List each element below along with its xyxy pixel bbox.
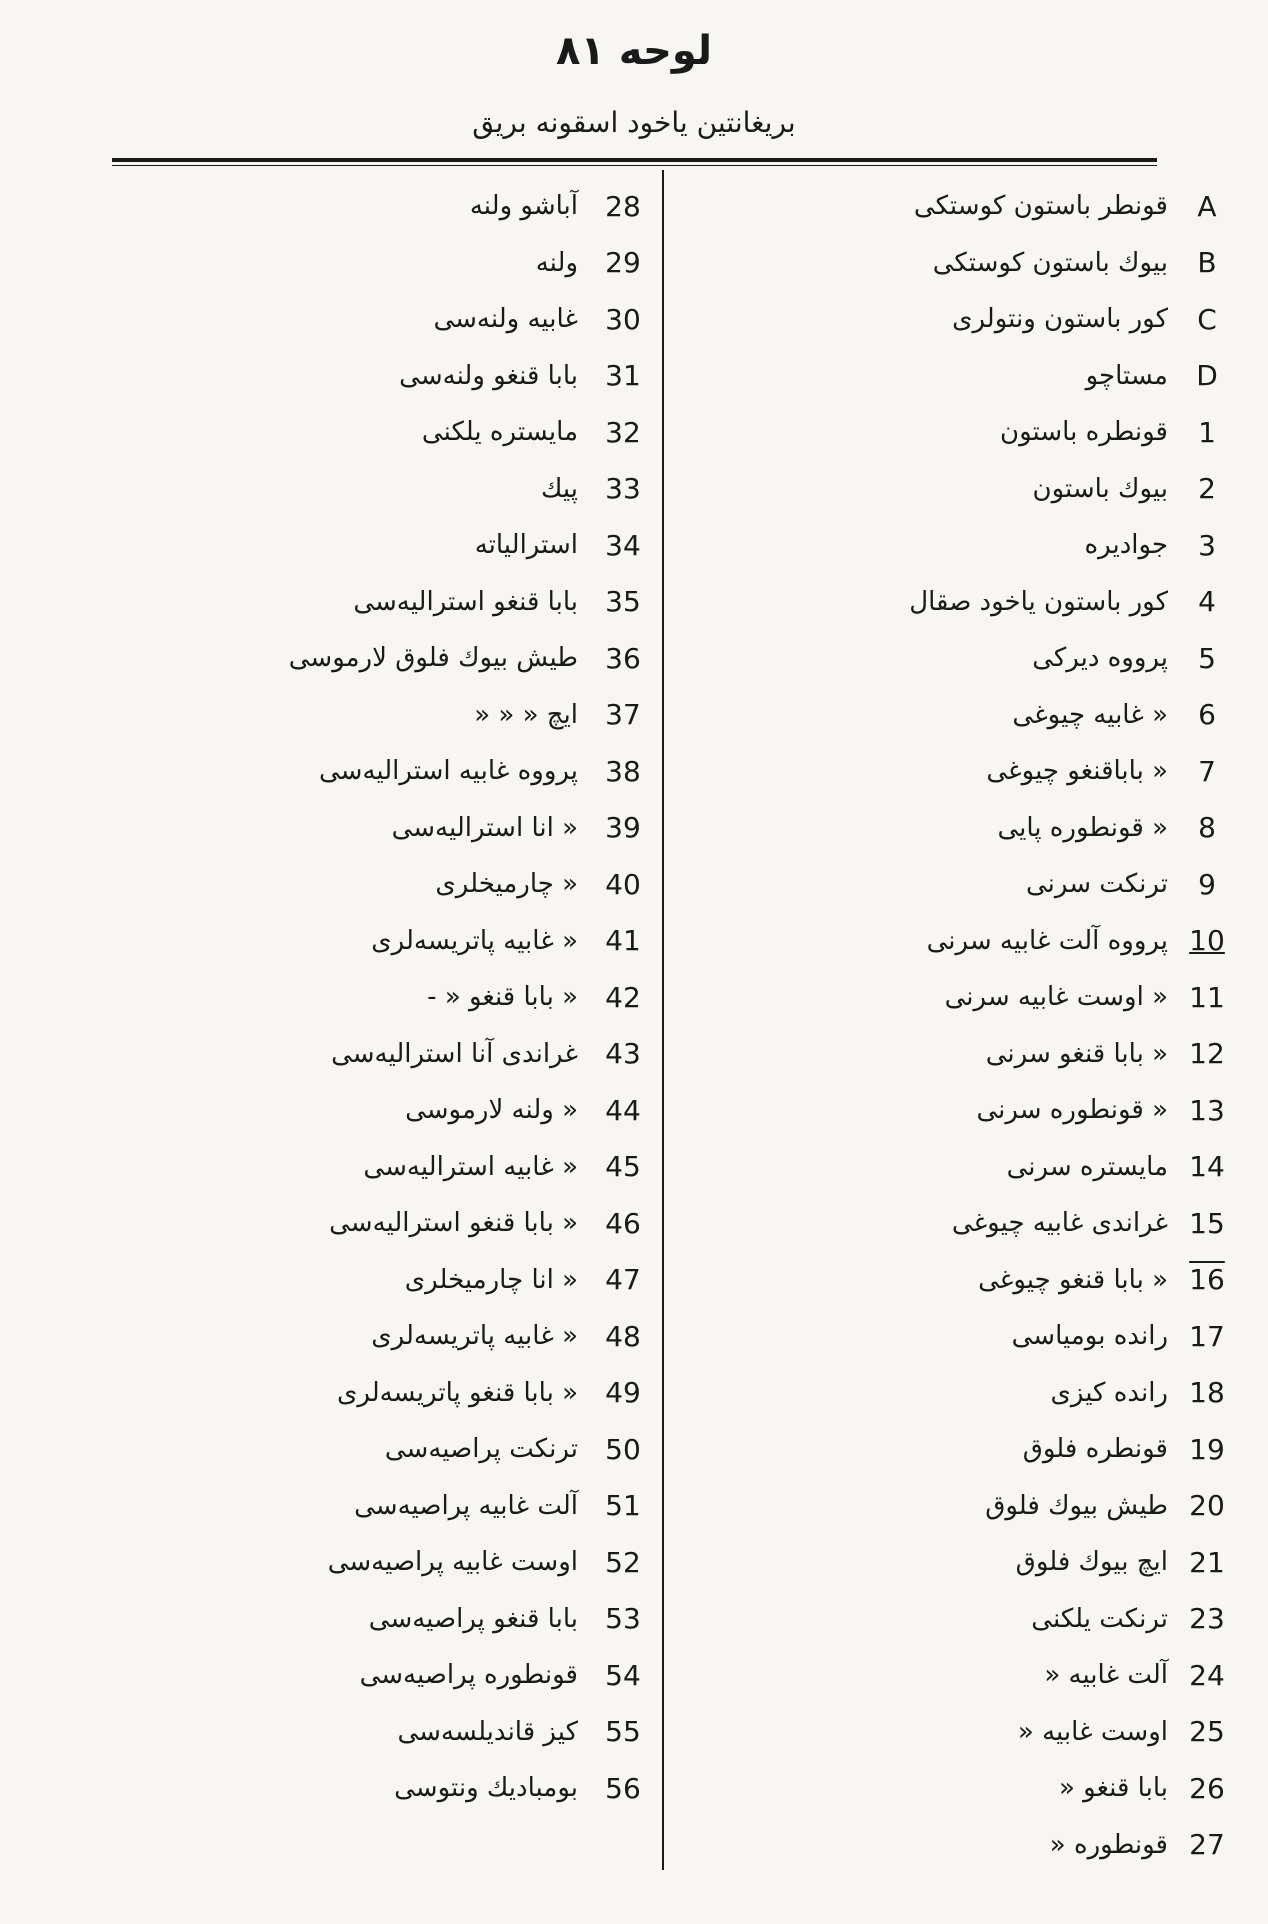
legend-entry [676, 1760, 1236, 1817]
legend-entry [118, 1026, 658, 1083]
legend-entry-number: 41 [605, 924, 641, 958]
legend-entry-number: 13 [1189, 1093, 1225, 1127]
legend-entry-label: « بابا قنغو سرنی [985, 1038, 1168, 1069]
legend-entry [676, 1704, 1236, 1761]
legend-entry [676, 574, 1236, 631]
legend-entry-number: 44 [605, 1093, 641, 1127]
legend-entry-label: قونطره باستون [1000, 417, 1168, 448]
legend-entry-number: 26 [1189, 1771, 1225, 1805]
legend-entry-number: 50 [605, 1432, 641, 1466]
legend-entry-label: مایستره سرنی [1006, 1151, 1168, 1182]
legend-entry-number: 10 [1189, 924, 1225, 958]
legend-entry-label: « قونطوره سرنی [976, 1095, 1168, 1126]
legend-entry-label: مایستره یلکنی [421, 417, 578, 448]
header-rule-thick [112, 158, 1157, 162]
legend-entry-number: D [1196, 359, 1218, 393]
legend-entry [118, 235, 658, 292]
legend-entry-number: 4 [1198, 585, 1216, 619]
legend-entry [118, 574, 658, 631]
legend-entry-label: « غابیه پاتریسه‌لری [371, 925, 578, 956]
legend-entry-label: بابا قنغو پراصیه‌سی [368, 1603, 578, 1634]
legend-entry-label: « بابا قنغو « - [427, 982, 578, 1013]
legend-entry [118, 743, 658, 800]
legend-entry-label: ترنکت یلکنی [1031, 1603, 1168, 1634]
legend-entry [676, 1252, 1236, 1309]
legend-entry [676, 1365, 1236, 1422]
legend-entry-number: 3 [1198, 528, 1216, 562]
legend-entry-number: 18 [1189, 1376, 1225, 1410]
legend-entry-number: A [1197, 189, 1217, 223]
legend-entry-number: 28 [605, 189, 641, 223]
legend-entry-number: 7 [1198, 754, 1216, 788]
legend-entry [118, 517, 658, 574]
legend-entry-number: 30 [605, 302, 641, 336]
legend-entry-number: B [1197, 246, 1217, 280]
legend-entry [676, 404, 1236, 461]
legend-entry-number: 25 [1189, 1715, 1225, 1749]
legend-entry-label: « انا استرالیه‌سی [391, 812, 578, 843]
legend-entry-label: « اوست غابیه سرنی [944, 982, 1168, 1013]
legend-entry-number: 52 [605, 1545, 641, 1579]
legend-entry [676, 630, 1236, 687]
legend-entry-number: 38 [605, 754, 641, 788]
legend-entry-number: 12 [1189, 1037, 1225, 1071]
legend-entry [118, 1534, 658, 1591]
legend-entry [676, 1534, 1236, 1591]
legend-entry-label: قونطوره « [1049, 1829, 1168, 1860]
legend-entry [118, 1704, 658, 1761]
legend-entry [118, 291, 658, 348]
legend-entry [676, 1308, 1236, 1365]
legend-entry-number: 8 [1198, 811, 1216, 845]
legend-entry [118, 630, 658, 687]
legend-entry-label: قونطره فلوق [1022, 1434, 1168, 1465]
legend-entry-label: پیك [541, 473, 578, 504]
legend-entry [118, 1647, 658, 1704]
right-column [676, 178, 1236, 1873]
legend-entry-number: 34 [605, 528, 641, 562]
legend-entry-label: پرووه آلت غابیه سرنی [926, 925, 1168, 956]
legend-entry-number: 2 [1198, 472, 1216, 506]
legend-entry-label: اوست غابیه پراصیه‌سی [327, 1547, 578, 1578]
legend-entry-label: پرووه غابیه استرالیه‌سی [319, 756, 578, 787]
legend-entry [676, 856, 1236, 913]
legend-entry [676, 1195, 1236, 1252]
legend-entry-label: « غابیه چیوغی [1012, 699, 1168, 730]
legend-entry [118, 1308, 658, 1365]
legend-entry [676, 517, 1236, 574]
legend-entry-number: 37 [605, 698, 641, 732]
legend-entry [676, 1026, 1236, 1083]
legend-entry [676, 1421, 1236, 1478]
legend-entry [118, 1139, 658, 1196]
legend-entry-number: 20 [1189, 1489, 1225, 1523]
legend-entry-label: « غابیه پاتریسه‌لری [371, 1321, 578, 1352]
legend-entry-number: 35 [605, 585, 641, 619]
header-rule-thin [112, 165, 1157, 166]
legend-entry-number: 43 [605, 1037, 641, 1071]
legend-entry-label: طیش بیوك فلوق لارموسی [288, 643, 578, 674]
left-column [118, 178, 658, 1817]
legend-entry-label: جوادیره [1084, 530, 1168, 561]
legend-entry-label: « قونطوره پایی [997, 812, 1168, 843]
legend-entry-number: 47 [605, 1263, 641, 1297]
legend-entry-label: طیش بیوك فلوق [985, 1490, 1168, 1521]
legend-entry [676, 1478, 1236, 1535]
legend-entry-label: کور باستون ونتولری [952, 304, 1168, 335]
legend-entry-number: 46 [605, 1206, 641, 1240]
legend-entry-number: 6 [1198, 698, 1216, 732]
legend-entry-number: 29 [605, 246, 641, 280]
legend-entry-number: 14 [1189, 1150, 1225, 1184]
legend-entry-label: بابا قنغو ولنه‌سی [399, 360, 578, 391]
legend-entry-number: 48 [605, 1319, 641, 1353]
legend-entry-label: غراندی آنا استرالیه‌سی [331, 1038, 578, 1069]
legend-entry-number: 15 [1189, 1206, 1225, 1240]
legend-entry [676, 743, 1236, 800]
legend-entry-number: 56 [605, 1771, 641, 1805]
legend-entry-number: 23 [1189, 1602, 1225, 1636]
legend-entry [118, 800, 658, 857]
legend-entry-label: « غابیه استرالیه‌سی [363, 1151, 578, 1182]
legend-entry-label: « بابا قنغو استرالیه‌سی [329, 1208, 578, 1239]
legend-entry [118, 461, 658, 518]
legend-entry [118, 856, 658, 913]
legend-entry [118, 1478, 658, 1535]
legend-entry-label: بیوك باستون کوستکی [932, 247, 1168, 278]
legend-entry-number: 36 [605, 641, 641, 675]
legend-entry [676, 178, 1236, 235]
legend-entry-number: 39 [605, 811, 641, 845]
legend-entry-number: 40 [605, 867, 641, 901]
column-divider [662, 170, 664, 1870]
legend-entry [676, 461, 1236, 518]
legend-entry [118, 1365, 658, 1422]
legend-entry [676, 1082, 1236, 1139]
legend-entry [118, 348, 658, 405]
legend-entry-label: اوست غابیه « [1017, 1716, 1168, 1747]
legend-entry-label: آلت غابیه « [1044, 1660, 1168, 1691]
legend-entry-label: قونطوره پراصیه‌سی [359, 1660, 578, 1691]
legend-entry-label: قونطر باستون کوستکی [913, 191, 1168, 222]
legend-entry-label: « انا چارمیخلری [404, 1264, 578, 1295]
legend-entry-number: C [1197, 302, 1217, 336]
legend-entry-number: 54 [605, 1658, 641, 1692]
legend-entry [118, 1195, 658, 1252]
legend-entry-number: 17 [1189, 1319, 1225, 1353]
legend-entry [676, 291, 1236, 348]
legend-entry [118, 178, 658, 235]
legend-entry-label: « چارمیخلری [435, 869, 578, 900]
legend-entry-label: بابا قنغو استرالیه‌سی [353, 586, 578, 617]
legend-entry-label: آلت غابیه پراصیه‌سی [354, 1490, 578, 1521]
legend-entry [676, 1817, 1236, 1874]
legend-entry [118, 687, 658, 744]
legend-entry-label: « ولنه لارموسی [405, 1095, 578, 1126]
legend-entry-number: 31 [605, 359, 641, 393]
legend-entry-number: 42 [605, 980, 641, 1014]
legend-entry-label: بیوك باستون [1032, 473, 1168, 504]
legend-entry-number: 16 [1189, 1263, 1225, 1297]
legend-entry [676, 800, 1236, 857]
legend-entry-label: مستاچو [1085, 360, 1168, 391]
legend-entry-label: کور باستون یاخود صقال [909, 586, 1168, 617]
legend-entry-number: 19 [1189, 1432, 1225, 1466]
legend-entry-label: غابیه ولنه‌سی [433, 304, 578, 335]
legend-entry-label: استرالیاته [474, 530, 578, 561]
legend-entry-label: ایچ « « « [474, 699, 578, 730]
legend-entry [676, 913, 1236, 970]
legend-entry-label: کیز قاندیلسه‌سی [397, 1716, 578, 1747]
legend-entry-number: 51 [605, 1489, 641, 1523]
legend-entry [118, 969, 658, 1026]
legend-entry-number: 33 [605, 472, 641, 506]
plate-title: لوحه ۸۱ [556, 28, 712, 74]
legend-entry [118, 404, 658, 461]
legend-entry [118, 913, 658, 970]
legend-entry [676, 1591, 1236, 1648]
legend-entry-label: ایچ بیوك فلوق [1015, 1547, 1168, 1578]
legend-entry [118, 1252, 658, 1309]
legend-entry [676, 235, 1236, 292]
legend-entry [676, 1139, 1236, 1196]
legend-entry-label: « بابا قنغو چیوغی [978, 1264, 1168, 1295]
legend-entry [676, 1647, 1236, 1704]
legend-entry [118, 1591, 658, 1648]
legend-entry-label: « باباقنغو چیوغی [986, 756, 1168, 787]
legend-entry-number: 9 [1198, 867, 1216, 901]
legend-entry [676, 687, 1236, 744]
legend-entry-label: آباشو ولنه [469, 191, 578, 222]
legend-entry-number: 53 [605, 1602, 641, 1636]
legend-entry-number: 11 [1189, 980, 1225, 1014]
legend-entry [676, 969, 1236, 1026]
legend-entry-number: 24 [1189, 1658, 1225, 1692]
legend-entry-number: 1 [1198, 415, 1216, 449]
legend-entry [676, 348, 1236, 405]
legend-entry-label: ترنکت سرنی [1025, 869, 1168, 900]
legend-entry-label: ولنه [535, 247, 578, 278]
plate-subtitle: بریغانتین یاخود اسقونه بریق [472, 106, 796, 139]
legend-entry-label: رانده کیزی [1050, 1377, 1168, 1408]
legend-entry-label: پرووه دیرکی [1032, 643, 1168, 674]
legend-entry-label: « بابا قنغو پاتریسه‌لری [337, 1377, 578, 1408]
legend-entry-number: 49 [605, 1376, 641, 1410]
legend-entry [118, 1082, 658, 1139]
legend-entry-label: بابا قنغو « [1058, 1773, 1168, 1804]
legend-entry-label: ترنکت پراصیه‌سی [384, 1434, 578, 1465]
legend-entry-number: 32 [605, 415, 641, 449]
legend-entry [118, 1421, 658, 1478]
legend-entry-number: 21 [1189, 1545, 1225, 1579]
legend-entry-number: 5 [1198, 641, 1216, 675]
legend-entry-number: 45 [605, 1150, 641, 1184]
legend-entry-label: غراندی غابیه چیوغی [951, 1208, 1168, 1239]
legend-entry-label: بومبادیك ونتوسی [394, 1773, 578, 1804]
legend-entry [118, 1760, 658, 1817]
legend-entry-number: 55 [605, 1715, 641, 1749]
legend-entry-label: رانده بومیاسی [1011, 1321, 1168, 1352]
legend-entry-number: 27 [1189, 1828, 1225, 1862]
